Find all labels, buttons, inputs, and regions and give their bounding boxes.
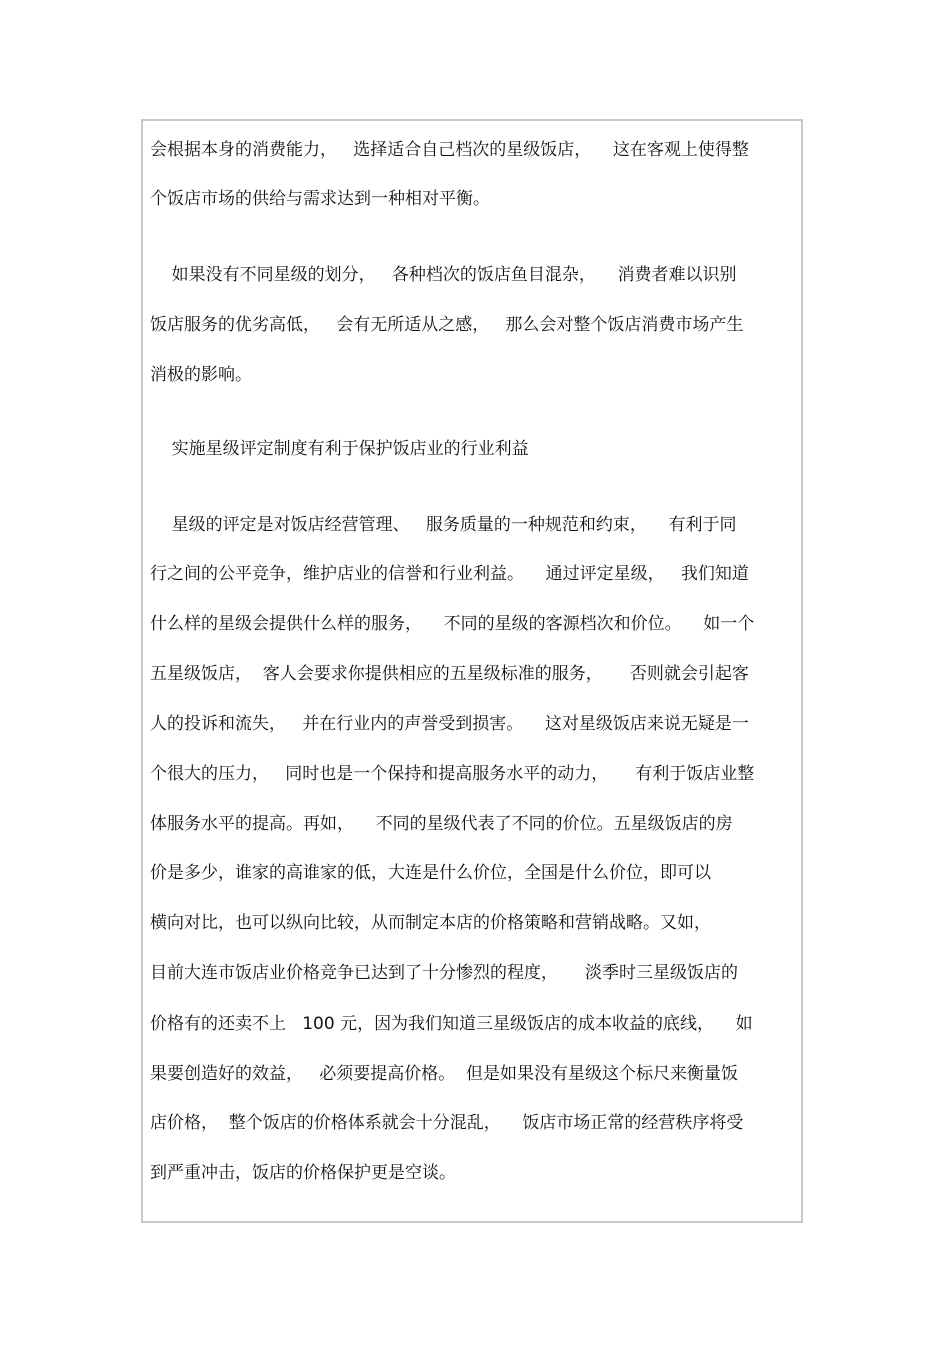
text-line-18: 果要创造好的效益， 必须要提高价格。 但是如果没有星级这个标尺来衡量饭 <box>150 1064 739 1084</box>
text-line-3: 如果没有不同星级的划分， 各种档次的饭店鱼目混杂， 消费者难以识别 <box>150 265 737 285</box>
text-line-5: 消极的影响。 <box>150 365 252 385</box>
text-line-20: 到严重冲击，饭店的价格保护更是空谈。 <box>150 1163 456 1183</box>
text-line-17: 价格有的还卖不上 100 元，因为我们知道三星级饭店的成本收益的底线， 如 <box>150 1014 753 1034</box>
text-line-1: 会根据本身的消费能力， 选择适合自己档次的星级饭店， 这在客观上使得整 <box>150 140 749 160</box>
text-line-11: 人的投诉和流失， 并在行业内的声誉受到损害。 这对星级饭店来说无疑是一 <box>150 714 749 734</box>
text-line-15: 横向对比，也可以纵向比较，从而制定本店的价格策略和营销战略。又如， <box>150 913 711 933</box>
text-line-12: 个很大的压力， 同时也是一个保持和提高服务水平的动力， 有利于饭店业整 <box>150 764 755 784</box>
text-line-8: 行之间的公平竞争，维护店业的信誉和行业利益。 通过评定星级， 我们知道 <box>150 564 749 584</box>
text-line-4: 饭店服务的优劣高低， 会有无所适从之感， 那么会对整个饭店消费市场产生 <box>150 315 744 335</box>
text-line-16: 目前大连市饭店业价格竞争已达到了十分惨烈的程度， 淡季时三星级饭店的 <box>150 963 739 983</box>
text-line-9: 什么样的星级会提供什么样的服务， 不同的星级的客源档次和价位。 如一个 <box>150 614 755 634</box>
text-line-7: 星级的评定是对饭店经营管理、 服务质量的一种规范和约束， 有利于同 <box>150 515 737 535</box>
text-line-10: 五星级饭店， 客人会要求你提供相应的五星级标准的服务， 否则就会引起客 <box>150 664 749 684</box>
section-heading: 实施星级评定制度有利于保护饭店业的行业利益 <box>150 439 529 459</box>
text-line-13: 体服务水平的提高。再如， 不同的星级代表了不同的价位。五星级饭店的房 <box>150 814 733 834</box>
text-line-19: 店价格， 整个饭店的价格体系就会十分混乱， 饭店市场正常的经营秩序将受 <box>150 1113 744 1133</box>
text-line-2: 个饭店市场的供给与需求达到一种相对平衡。 <box>150 189 490 209</box>
text-line-14: 价是多少，谁家的高谁家的低，大连是什么价位，全国是什么价位，即可以 <box>150 863 711 883</box>
